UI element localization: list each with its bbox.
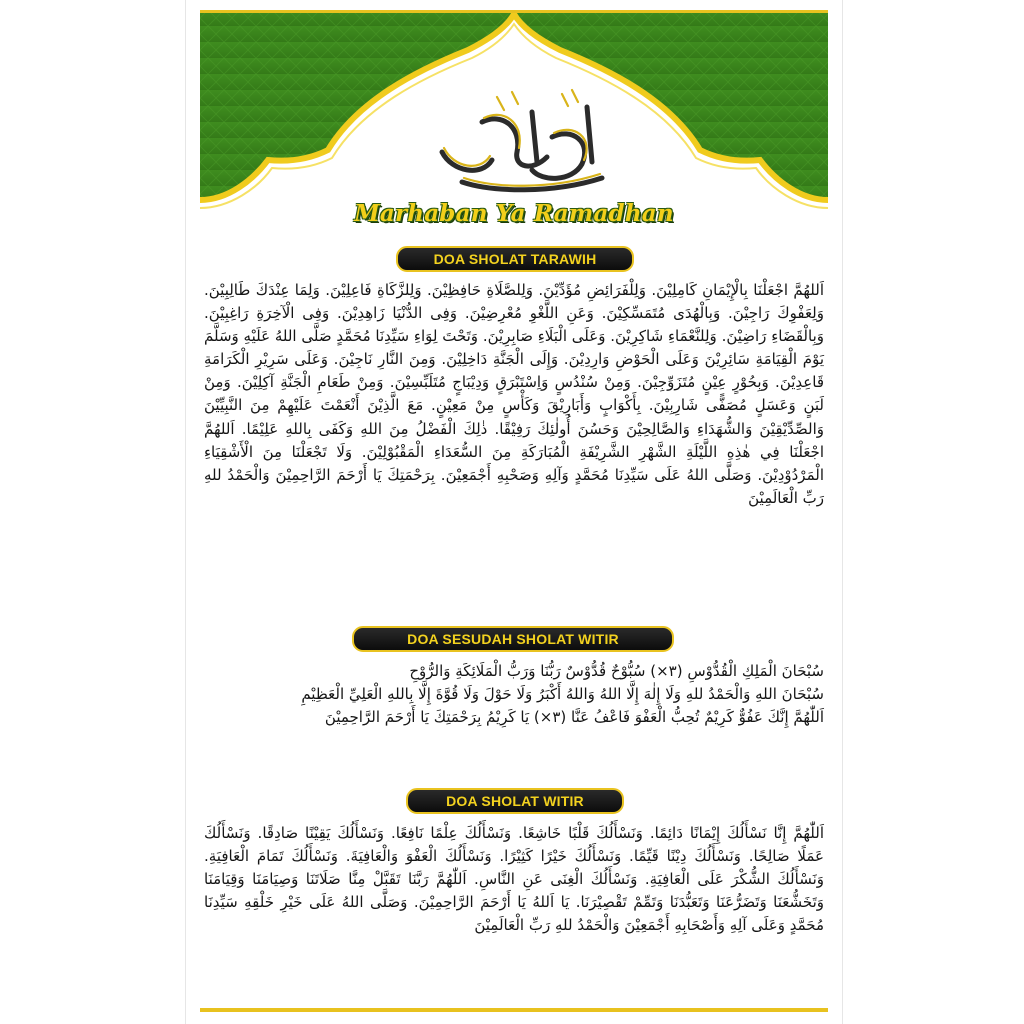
marhaban-subtitle: Marhaban Ya Ramadhan [354,200,674,227]
after-witir-line-1: سُبْحَانَ الْمَلِكِ الْقُدُّوْسِ (٣×) سُبُّوْحٌ قُدُّوْسٌ رَبُّنَا وَرَبُّ الْمَلَائِكَةِ وَالرُّوْحِ [409,662,824,680]
witir-prayer-text [204,822,824,937]
section-title-witir: DOA SHOLAT WITIR [406,788,624,814]
ramadan-kareem-calligraphy [422,82,622,202]
after-witir-line-3: اَللّٰهُمَّ إِنَّكَ عَفُوٌّ كَرِيْمٌ تُحِبُّ الْعَفْوَ فَاعْفُ عَنَّا (٣×) يَا كَرِيْمُ بِرَحْمَتِكَ يَا أَرْحَمَ الرَّاحِمِيْنَ [324,708,824,727]
section-title-tarawih: DOA SHOLAT TARAWIH [396,246,634,272]
header-banner [200,10,828,250]
calligraphy-text: رمضان كريم [522,141,533,143]
after-witir-prayer-text [204,660,824,729]
bottom-gold-border [200,1008,828,1012]
tarawih-paragraph: اَللهُمَّ اجْعَلْنَا بِالْإِيْمَانِ كَامِلِيْنَ. وَلِلْفَرَائِضِ مُؤَدِّيْنَ. وَلِلصَّلَاةِ حَافِظِيْنَ. وَلِلزَّكَاةِ فَاعِلِيْنَ. وَلِمَا عِنْدَكَ طَالِبِيْنَ. وَلِعَفْوِكَ رَاجِيْنَ. وَبِالْهُدَى مُتَمَسِّكِيْنَ. وَعَنِ اللَّغْوِ مُعْرِضِيْنَ. وَفِى الدُّنْيَا زَاهِدِيْنَ. وَفِى الْآخِرَةِ رَاغِبِيْنَ. وَبِالْقَضَاءِ رَاضِيْنَ. وَلِلنَّعْمَاءِ شَاكِرِيْنَ. وَعَلَى الْبَلَاءِ صَابِرِيْنَ. وَتَحْتَ لِوَاءِ سَيِّدِنَا مُحَمَّدٍ صَلَّى اللهُ عَلَيْهِ وَسَلَّمَ يَوْمَ الْقِيَامَةِ سَائِرِيْنَ وَعَلَى الْحَوْضِ وَارِدِيْنَ. وَإِلَى الْجَنَّةِ دَاخِلِيْنَ. وَمِنَ النَّارِ نَاجِيْنَ. وَعَلَى سَرِيْرِ الْكَرَامَةِ قَاعِدِيْنَ. وَبِحُوْرٍ عِيْنٍ مُتَزَوِّجِيْنَ. وَمِنْ سُنْدُسٍ وَاِسْتَبْرَقٍ وَدِيْبَاجٍ مُتَلَبِّسِيْنَ. وَمِنْ طَعَامِ الْجَنَّةِ آكِلِيْنَ. وَمِنْ لَبَنٍ وَعَسَلٍ مُصَفًّى شَارِبِيْنَ. بِأَكْوَابٍ وَأَبَارِيْقَ وَكَأْسٍ مِنْ مَعِيْنٍ. مَعَ الَّذِيْنَ أَنْعَمْتَ عَلَيْهِمْ مِنَ النَّبِيِّيْنَ وَالصِّدِّيْقِيْنَ وَالشُّهَدَاءِ وَالصَّالِحِيْنَ وَحَسُنَ أُولٰئِكَ رَفِيْقًا. ذٰلِكَ الْفَضْلُ مِنَ اللهِ وَكَفَى بِاللهِ عَلِيْمًا. اَللهُمَّ اجْعَلْنَا فِي هٰذِهِ اللَّيْلَةِ الشَّهْرِ الشَّرِيْفَةِ الْمُبَارَكَةِ مِنَ السُّعَدَاءِ الْمَقْبُوْلِيْنَ. وَلَا تَجْعَلْنَا مِنَ الْأَشْقِيَاءِ الْمَرْدُوْدِيْنَ. وَصَلَّى اللهُ عَلَى سَيِّدِنَا مُحَمَّدٍ وَآلِهِ وَصَحْبِهِ أَجْمَعِيْنَ. بِرَحْمَتِكَ يَا أَرْحَمَ الرَّاحِمِيْنَ وَالْحَمْدُ للهِ رَبِّ الْعَالَمِيْنَ [204,281,824,507]
after-witir-line-2: سُبْحَانَ اللهِ وَالْحَمْدُ للهِ وَلَا إِلٰهَ إِلَّا اللهُ وَاللهُ أَكْبَرُ وَلَا حَوْلَ وَلَا قُوَّةَ إِلَّا بِاللهِ الْعَلِيِّ الْعَظِيْمِ [301,685,824,704]
section-title-after-witir: DOA SESUDAH SHOLAT WITIR [352,626,674,652]
witir-paragraph: اَللّٰهُمَّ إِنَّا نَسْأَلُكَ إِيْمَانًا دَائِمًا. وَنَسْأَلُكَ قَلْبًا خَاشِعًا. وَنَسْأَلُكَ عِلْمًا نَافِعًا. وَنَسْأَلُكَ يَقِيْنًا صَادِقًا. وَنَسْأَلُكَ عَمَلًا صَالِحًا. وَنَسْأَلُكَ دِيْنًا قَيِّمًا. وَنَسْأَلُكَ خَيْرًا كَثِيْرًا. وَنَسْأَلُكَ الْعَفْوَ وَالْعَافِيَةَ. وَنَسْأَلُكَ تَمَامَ الْعَافِيَةِ. وَنَسْأَلُكَ الشُّكْرَ عَلَى الْعَافِيَةِ. وَنَسْأَلُكَ الْغِنَى عَنِ النَّاسِ. اَللّٰهُمَّ رَبَّنَا تَقَبَّلْ مِنَّا صَلَاتَنَا وَصِيَامَنَا وَقِيَامَنَا وَتَخَشُّعَنَا وَتَضَرُّعَنَا وَتَعَبُّدَنَا وَتَمِّمْ تَقْصِيْرَنَا. يَا اَللهُ يَا أَرْحَمَ الرَّاحِمِيْنَ. وَصَلَّى اللهُ عَلَى خَيْرِ خَلْقِهِ سَيِّدِنَا مُحَمَّدٍ وَعَلَى آلِهِ وَأَصْحَابِهِ أَجْمَعِيْنَ وَالْحَمْدُ للهِ رَبِّ الْعَالَمِيْنَ [204,824,824,935]
tarawih-prayer-text [204,279,824,510]
document-page [185,0,843,1024]
